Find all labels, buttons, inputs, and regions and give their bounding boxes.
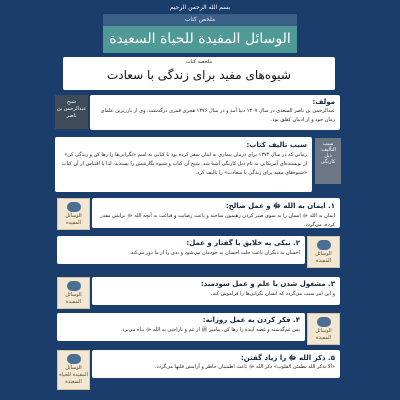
- book-thumbnail-label: الوسائل المفيدة للحياة السعيدة: [59, 365, 88, 385]
- book-thumbnail-label: الوسائل المفيدة: [65, 292, 82, 305]
- page-title: شیوه‌های مفید برای زندگی با سعادت: [106, 68, 291, 82]
- item-card-5: [92, 350, 340, 378]
- book-thumbnail: [57, 198, 90, 230]
- book-thumbnail: [307, 313, 340, 345]
- item-card-4: [57, 313, 305, 341]
- item-heading-1: ۱. ایمان به الله ﷻ و عمل صالح:: [225, 202, 335, 210]
- book-thumbnail-label: الوسائل المفيدة: [315, 328, 332, 341]
- item-card-1: [92, 198, 340, 228]
- book-badge: [317, 240, 331, 250]
- item-heading-4: ۴. فکر کردن به عمل روزانه:: [202, 316, 300, 324]
- item-text-5: «ألا بذكر الله تطمئن القلوب» ذکر الله ﷻ باعث اطمینان خاطر و آرامش قلبها می‌گردد.: [154, 364, 335, 370]
- author-text: عبدالرحمن بن ناصر السعدی در سال ۱۳۰۷ دنیا آمد و در سال ۱۳۷۶ هجری قمری درگذشت. وی از بارزترین علمای زمان خود و از ادیبان کقلق بود.: [100, 108, 335, 123]
- item-heading-2: ۲. نیکی به خلایق با گفتار و عمل:: [186, 239, 300, 247]
- item-text-3: و این امر سبب می‌گردد که انسان نگرانی‌ها را فراموش کند.: [210, 291, 335, 297]
- item-card-3: [92, 277, 340, 305]
- book-title-banner: الوسائل المفيدة للحياة السعيدة: [103, 26, 297, 53]
- book-thumbnail: [307, 236, 340, 268]
- reason-card: [55, 137, 312, 192]
- author-card: [90, 95, 340, 130]
- book-badge: [67, 281, 81, 291]
- author-heading: مولف:: [312, 98, 335, 106]
- book-thumbnail: [57, 350, 90, 390]
- item-text-2: احسان به دیگران باعث جلب احسان به خودمان می‌شود و بدی را از ما دور می‌کند.: [129, 250, 300, 256]
- arabic-banner: ملخص كتاب: [103, 14, 297, 26]
- book-badge: [67, 202, 81, 212]
- item-text-1: ایمان به الله ﷻ انسان را به سوی صبر کردن رهنمون ساخته و باعث رضایت و قناعت به آنچه الله ﷻ برایش مقدر کرده، می‌گردد.: [100, 213, 335, 228]
- item-card-2: [57, 236, 305, 264]
- reason-side-label: سبب التأليف: دیل کارنگی: [315, 138, 341, 184]
- reason-heading: سبب تالیف کتاب:: [246, 141, 307, 149]
- author-thumbnail: شيخ عبدالرحمن بن ناصر: [55, 95, 88, 129]
- book-badge: [67, 354, 81, 364]
- item-heading-5: ۵. ذکر الله ﷻ را زیاد گفتن:: [241, 354, 335, 362]
- basmala: بسم الله الرحمن الرحيم: [169, 4, 231, 11]
- summary-label: ملخصه کتاب: [185, 59, 213, 65]
- main-title-card: [63, 57, 335, 90]
- book-badge: [317, 317, 331, 327]
- book-thumbnail: [57, 277, 90, 309]
- item-text-4: پس غم‌گذشته و غصه آینده را رها کن، پیامبر ﷺ از غم و ناراحتی به الله ﷻ پناه می‌برد.: [120, 327, 300, 333]
- reason-text: زمانی که در سال ۱۳۷۴ برای درمان بیماری به لبنان سفر کرده بود با کتابی به اسم «نگرانی‌ها را رها کن و زندگی کن» از نویسنده‌ای آمریکایی به نام دیل کارنگی آشنا شد. شیخ آن کتاب و شیوه نگارشش را پسندید، لذا با اقتباس از آن کتاب «شیوه‌های مفید برای زندگی با سعادت» را تالیف کرد.: [61, 152, 307, 176]
- item-heading-3: ۳. مشغول شدن با علم و عمل سودمند:: [200, 280, 335, 288]
- book-thumbnail-label: الوسائل المفيدة: [315, 251, 332, 264]
- book-thumbnail-label: الوسائل المفيدة: [65, 213, 82, 226]
